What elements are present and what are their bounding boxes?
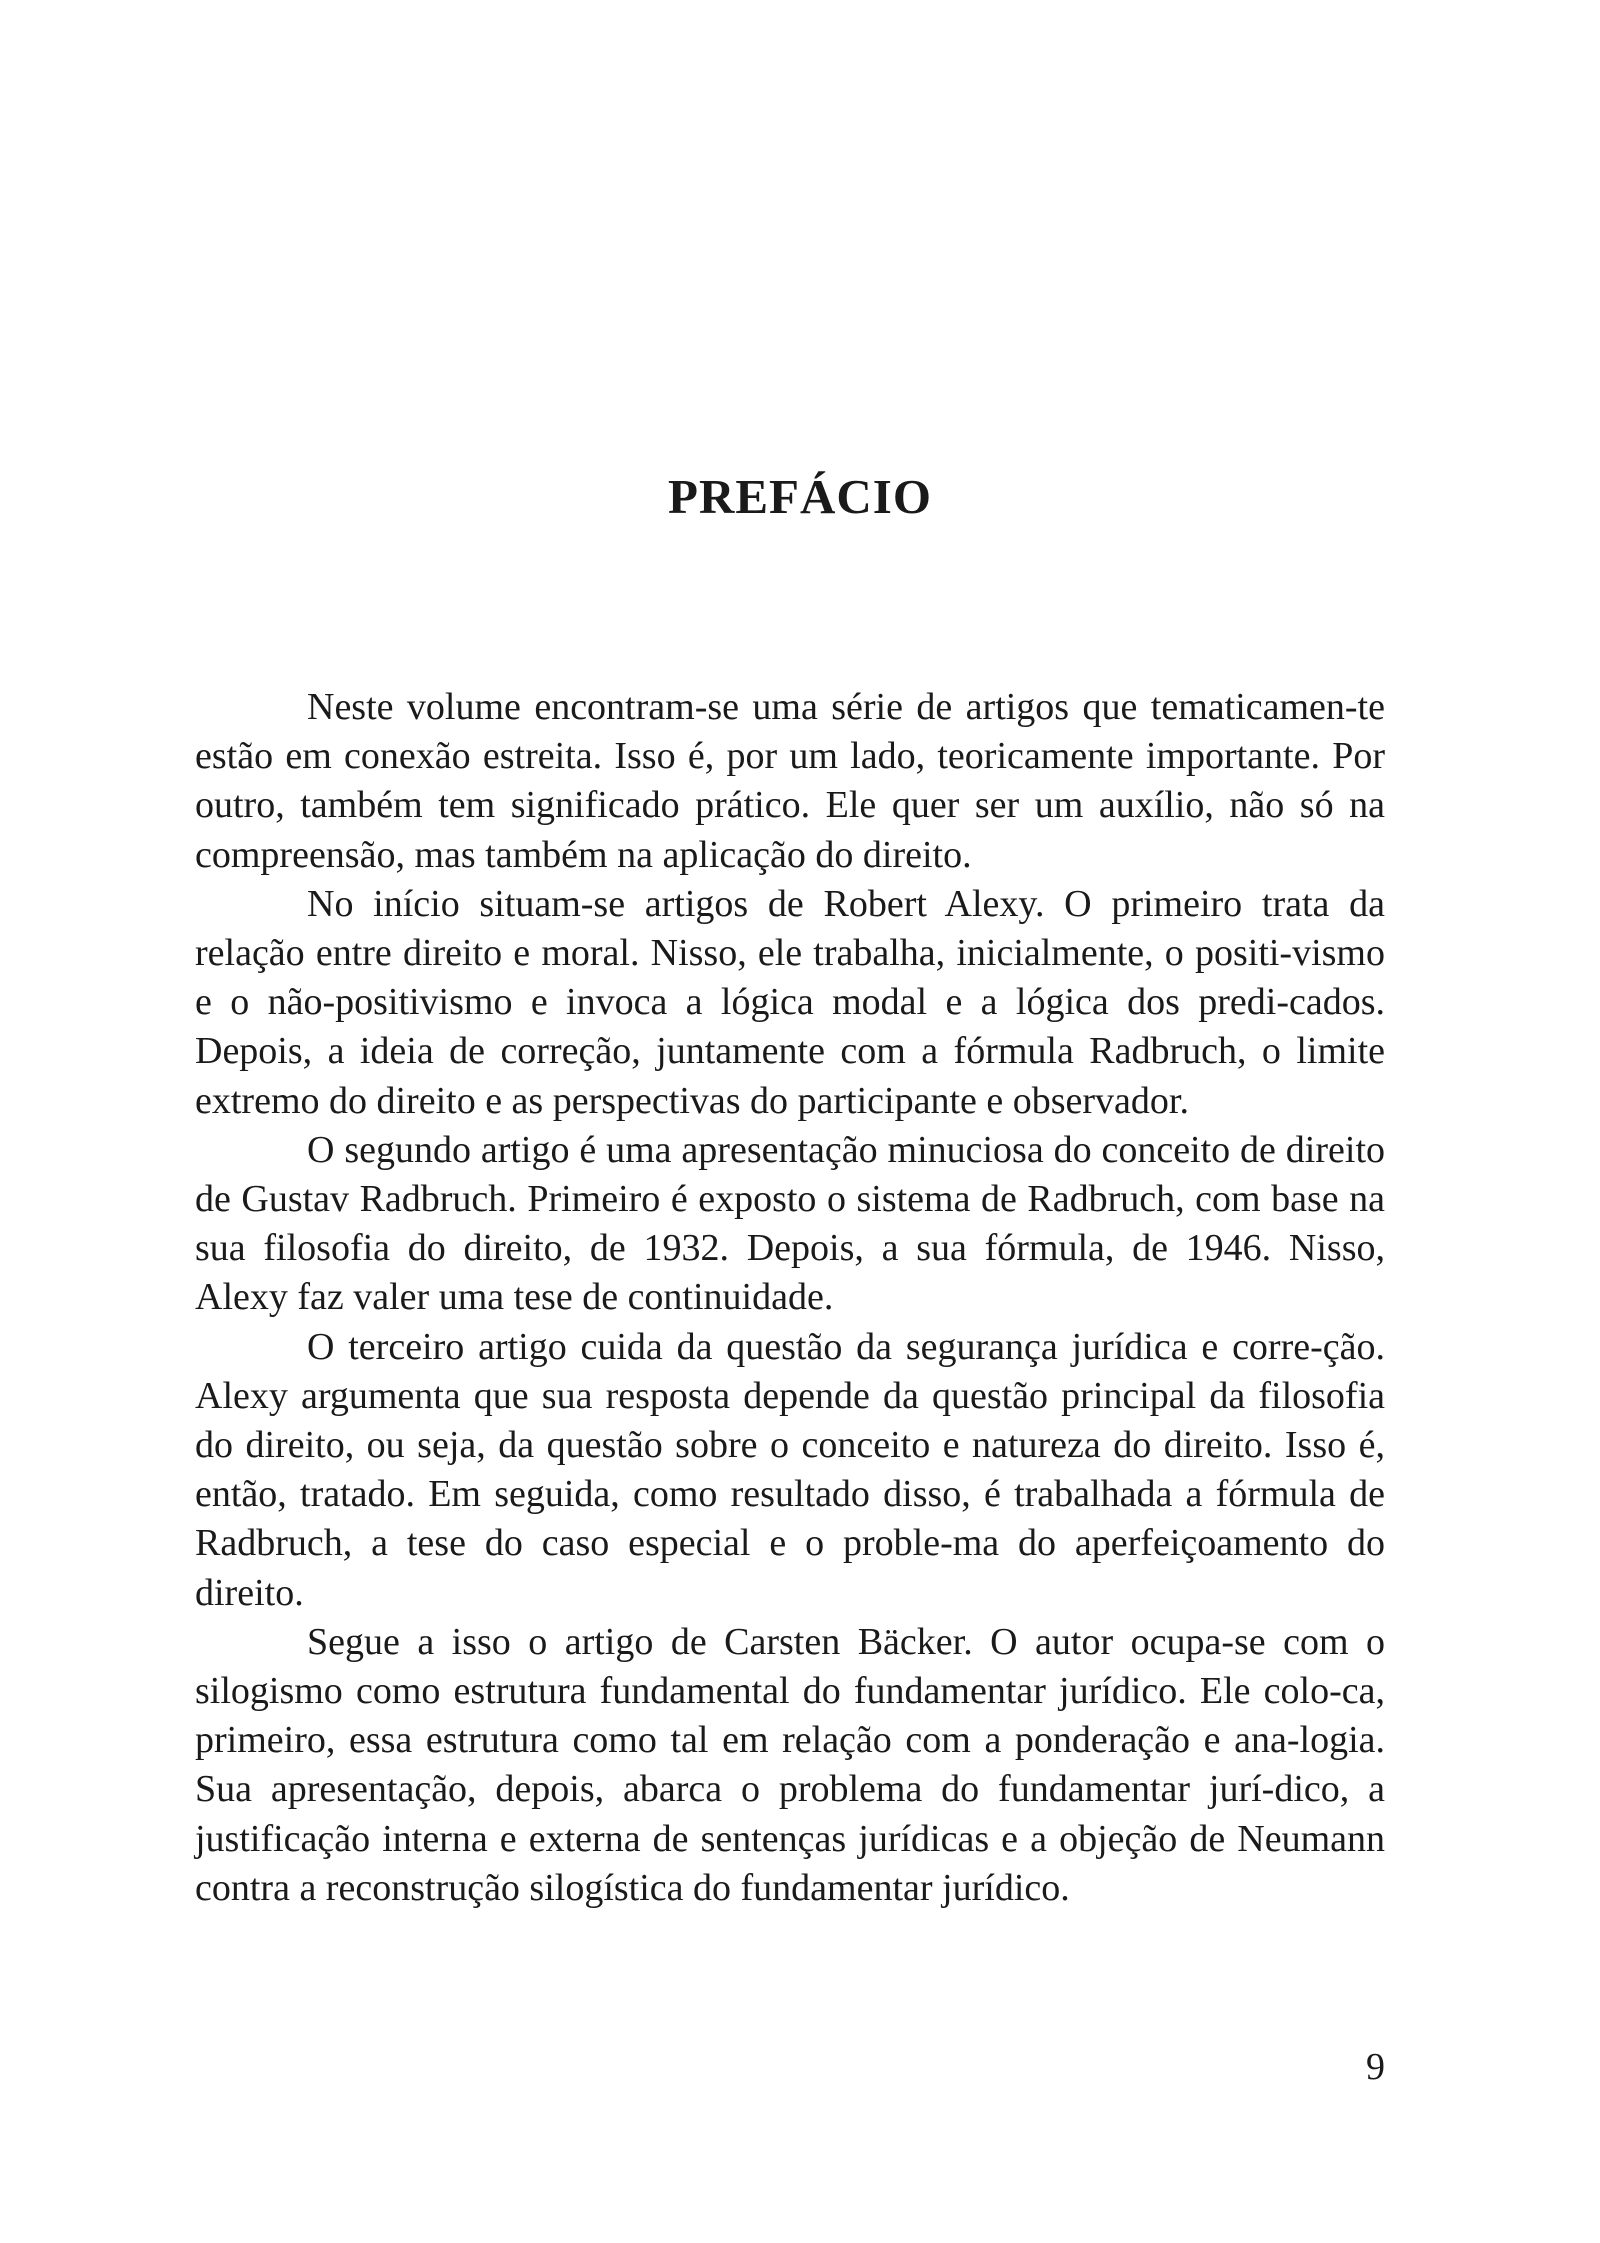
preface-body (195, 683, 1385, 1913)
paragraph-3: O segundo artigo é uma apresentação minuciosa do conceito de direito de Gustav Radbruch. Primeiro é exposto o sistema de Radbruch, com base na sua filosofia do direito, de 1932. Depois, a sua fórmula, de 1946. Nisso, Alexy faz valer uma tese de continuidade. (195, 1128, 1385, 1319)
paragraph-2: No início situam-se artigos de Robert Alexy. O primeiro trata da relação entre direito e moral. Nisso, ele trabalha, inicialmente, o positi-vismo e o não-positivismo e invoca a lógica modal e a lógica dos predi-cados. Depois, a ideia de correção, juntamente com a fórmula Radbruch, o limite extremo do direito e as perspectivas do participante e observador. (195, 882, 1385, 1122)
paragraph-4: O terceiro artigo cuida da questão da segurança jurídica e corre-ção. Alexy argumenta que sua resposta depende da questão principal da filosofia do direito, ou seja, da questão sobre o conceito e natureza do direito. Isso é, então, tratado. Em seguida, como resultado disso, é trabalhada a fórmula de Radbruch, a tese do caso especial e o proble-ma do aperfeiçoamento do direito. (195, 1325, 1385, 1614)
page-title: PREFÁCIO (668, 469, 932, 524)
paragraph-1: Neste volume encontram-se uma série de artigos que tematicamen-te estão em conexão estreita. Isso é, por um lado, teoricamente importante. Por outro, também tem significado prático. Ele quer ser um auxílio, não só na compreensão, mas também na aplicação do direito. (195, 686, 1385, 876)
page-number: 9 (1366, 2046, 1385, 2088)
paragraph-5: Segue a isso o artigo de Carsten Bäcker. O autor ocupa-se com o silogismo como estrutura fundamental do fundamentar jurídico. Ele colo-ca, primeiro, essa estrutura como tal em relação com a ponderação e ana-logia. Sua apresentação, depois, abarca o problema do fundamentar jurí-dico, a justificação interna e externa de sentenças jurídicas e a objeção de Neumann contra a reconstrução silogística do fundamentar jurídico. (195, 1620, 1385, 1909)
